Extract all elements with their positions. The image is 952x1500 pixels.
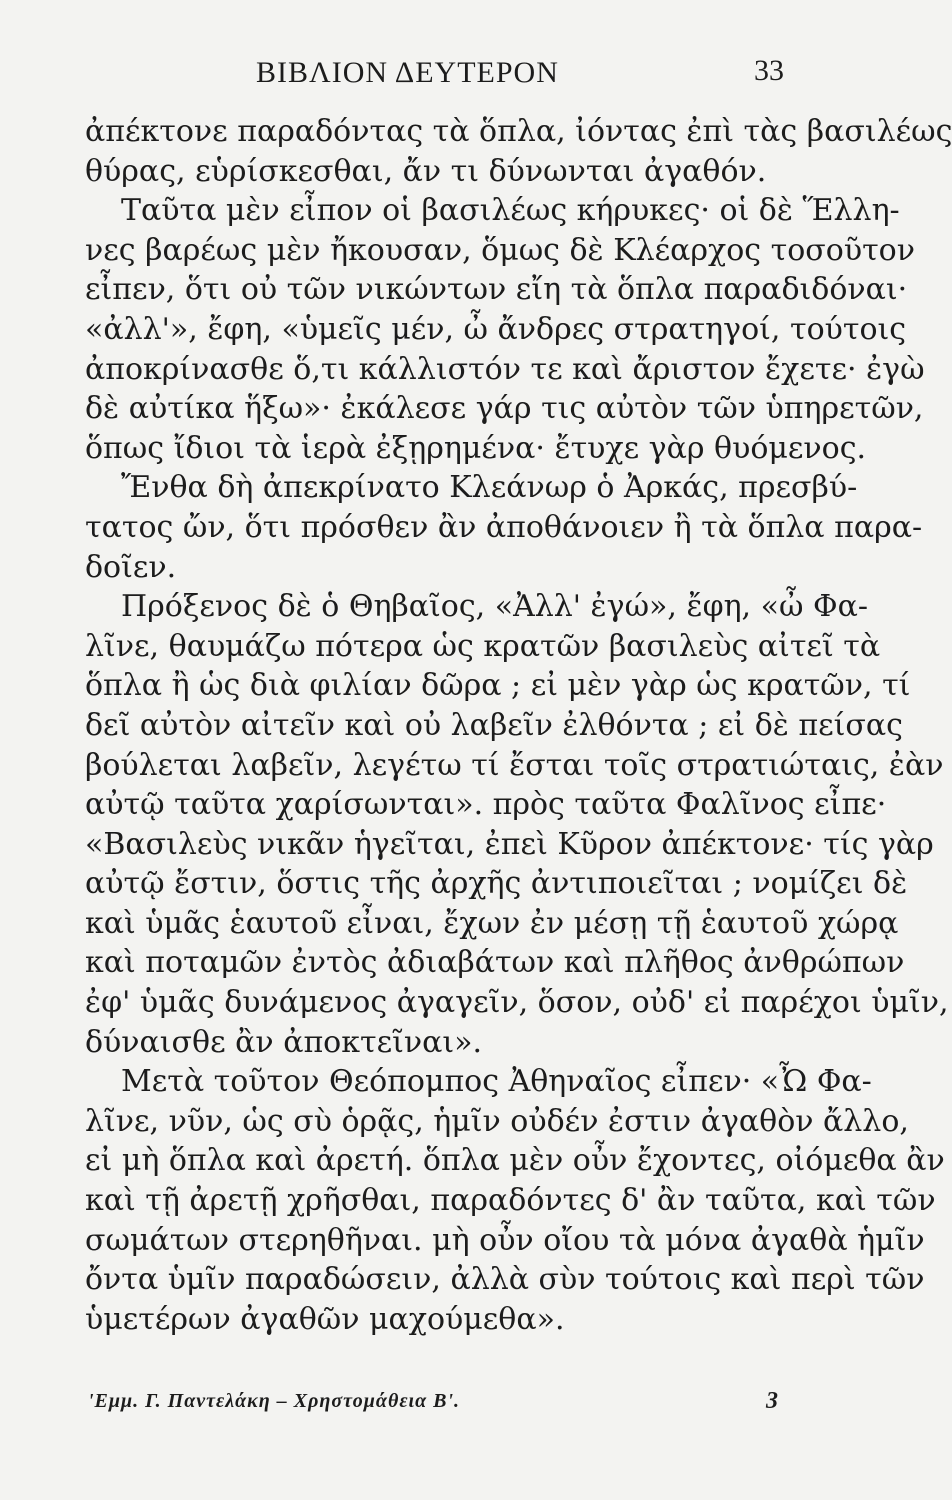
text-line: ἀποκρίνασθε ὅ,τι κάλλιστόν τε καὶ ἄριστον ἔχετε· ἐγὼ <box>85 351 925 387</box>
running-title: ΒΙΒΛΙΟΝ ΔΕΥΤΕΡΟΝ <box>256 56 559 89</box>
text-line: τατος ὤν, ὅτι πρόσθεν ἂν ἀποθάνοιεν ἢ τὰ ὅπλα παρα- <box>85 509 923 545</box>
text-line: λῖνε, θαυμάζω πότερα ὡς κρατῶν βασιλεὺς αἰτεῖ τὰ <box>85 628 881 664</box>
text-line: δύναισθε ἂν ἀποκτεῖναι». <box>85 1024 483 1060</box>
text-line: ἀπέκτονε παραδόντας τὰ ὅπλα, ἰόντας ἐπὶ τὰς βασιλέως <box>85 114 952 149</box>
text-line: λῖνε, νῦν, ὡς σὺ ὁρᾷς, ἡμῖν οὐδέν ἐστιν ἀγαθὸν ἄλλο, <box>85 1103 909 1139</box>
text-line: αὐτῷ ἔστιν, ὅστις τῆς ἀρχῆς ἀντιποιεῖται ; νομίζει δὲ <box>85 866 908 902</box>
page-number: 33 <box>754 54 784 87</box>
text-line: βούλεται λαβεῖν, λεγέτω τί ἔσται τοῖς στρατιώταις, ἐὰν <box>85 747 944 783</box>
text-line: Ταῦτα μὲν εἶπον οἱ βασιλέως κήρυκες· οἱ δὲ Ἕλλη- <box>121 193 900 229</box>
text-line: δεῖ αὐτὸν αἰτεῖν καὶ οὐ λαβεῖν ἐλθόντα ; εἰ δὲ πείσας <box>85 707 903 743</box>
sheet-number: 3 <box>766 1388 778 1414</box>
text-line: ὅπλα ἢ ὡς διὰ φιλίαν δῶρα ; εἰ μὲν γὰρ ὡς κρατῶν, τί <box>85 668 911 704</box>
text-line: νες βαρέως μὲν ἤκουσαν, ὅμως δὲ Κλέαρχος τοσοῦτον <box>85 232 915 268</box>
body-text <box>85 112 952 1339</box>
text-line: δὲ αὐτίκα ἥξω»· ἐκάλεσε γάρ τις αὐτὸν τῶν ὑπηρετῶν, <box>85 391 924 427</box>
text-line: δοῖεν. <box>85 549 177 585</box>
text-line: καὶ ποταμῶν ἐντὸς ἀδιαβάτων καὶ πλῆθος ἀνθρώπων <box>85 945 905 981</box>
text-line: ὄντα ὑμῖν παραδώσειν, ἀλλὰ σὺν τούτοις καὶ περὶ τῶν <box>85 1262 925 1298</box>
text-line: θύρας, εὑρίσκεσθαι, ἄν τι δύνωνται ἀγαθόν. <box>85 153 767 189</box>
text-line: «ἀλλ'», ἔφη, «ὑμεῖς μέν, ὦ ἄνδρες στρατηγοί, τούτοις <box>85 311 907 347</box>
text-line: Ἔνθα δὴ ἀπεκρίνατο Κλεάνωρ ὁ Ἀρκάς, πρεσβύ- <box>121 470 858 506</box>
text-line: ἐφ' ὑμᾶς δυνάμενος ἀγαγεῖν, ὅσον, οὐδ' εἰ παρέχοι ὑμῖν, <box>85 985 949 1021</box>
printer-signature: 'Εμμ. Γ. Παντελάκη – Χρηστομάθεια Β'. <box>88 1390 461 1412</box>
text-line: Μετὰ τοῦτον Θεόπομπος Ἀθηναῖος εἶπεν· «Ὦ Φα- <box>121 1064 872 1100</box>
text-line: Πρόξενος δὲ ὁ Θηβαῖος, «Ἀλλ' ἐγώ», ἔφη, «ὦ Φα- <box>121 589 868 625</box>
text-line: ὑμετέρων ἀγαθῶν μαχούμεθα». <box>85 1301 565 1337</box>
text-line: καὶ τῇ ἀρετῇ χρῆσθαι, παραδόντες δ' ἂν ταῦτα, καὶ τῶν <box>85 1183 936 1219</box>
text-line: καὶ ὑμᾶς ἑαυτοῦ εἶναι, ἔχων ἐν μέσῃ τῇ ἑαυτοῦ χώρᾳ <box>85 905 899 941</box>
text-line: σωμάτων στερηθῆναι. μὴ οὖν οἴου τὰ μόνα ἀγαθὰ ἡμῖν <box>85 1222 925 1258</box>
text-line: «Βασιλεὺς νικᾶν ἡγεῖται, ἐπεὶ Κῦρον ἀπέκτονε· τίς γὰρ <box>85 826 934 862</box>
text-line: αὐτῷ ταῦτα χαρίσωνται». πρὸς ταῦτα Φαλῖνος εἶπε· <box>85 787 887 823</box>
page-footer <box>88 1390 778 1422</box>
page-header <box>82 52 782 92</box>
text-line: ὅπως ἴδιοι τὰ ἱερὰ ἐξῃρημένα· ἔτυχε γὰρ θυόμενος. <box>85 430 867 466</box>
text-line: εἰ μὴ ὅπλα καὶ ἀρετή. ὅπλα μὲν οὖν ἔχοντες, οἰόμεθα ἂν <box>85 1143 945 1179</box>
text-line: εἶπεν, ὅτι οὐ τῶν νικώντων εἴη τὰ ὅπλα παραδιδόναι· <box>85 272 908 308</box>
